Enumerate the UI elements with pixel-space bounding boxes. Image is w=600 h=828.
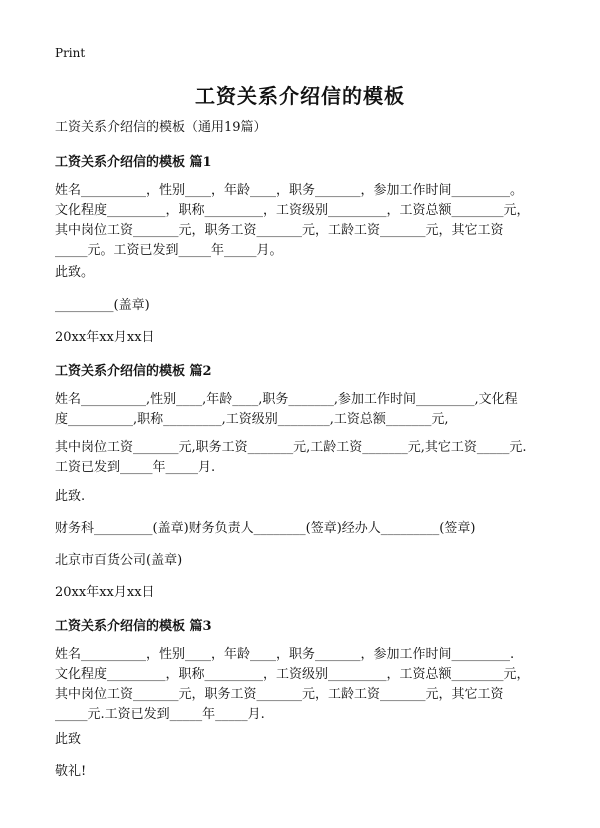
- section-3-regards: 敬礼!: [55, 764, 87, 779]
- section-1-line-1: 姓名__________，性别____，年龄____，职务_______，参加工作时间_________。: [55, 183, 524, 198]
- section-2-body-2: [55, 438, 555, 478]
- section-2-date: 20xx年xx月xx日: [55, 585, 155, 600]
- section-1-line-4: _____元。工资已发到_____年_____月。: [55, 243, 283, 258]
- section-2-closing: 此致.: [55, 489, 86, 504]
- section-2-line-4: 工资已发到_____年_____月.: [55, 460, 216, 475]
- section-3-closing: 此致: [55, 732, 82, 747]
- section-3-body: [55, 645, 555, 725]
- section-1-closing: 此致。: [55, 265, 95, 280]
- section-1-body: [55, 181, 555, 261]
- section-1-date: 20xx年xx月xx日: [55, 330, 155, 345]
- section-2-signatures: 财务科_________(盖章)财务负责人________(签章)经办人_________(签章): [55, 521, 476, 536]
- section-2-line-3: 其中岗位工资_______元,职务工资_______元,工龄工资_______元,其它工资_____元.: [55, 440, 527, 455]
- section-2-body: [55, 390, 555, 430]
- subtitle: 工资关系介绍信的模板（通用19篇）: [55, 120, 267, 135]
- section-3-line-2: 文化程度_________，职称_________，工资级别_________，工资总额________元，: [55, 667, 530, 682]
- section-3-line-3: 其中岗位工资_______元，职务工资_______元，工龄工资_______元，其它工资: [55, 687, 504, 702]
- section-1-line-2: 文化程度_________，职称_________，工资级别_________，工资总额________元，: [55, 203, 530, 218]
- section-2-org: 北京市百货公司(盖章): [55, 553, 183, 568]
- section-2-line-1: 姓名__________,性别____,年龄____,职务_______,参加工作时间_________,文化程: [55, 392, 518, 407]
- section-1-heading: 工资关系介绍信的模板 篇1: [55, 155, 212, 170]
- section-2-line-2: 度__________,职称_________,工资级别________,工资总额_______元,: [55, 412, 449, 427]
- section-1-line-3: 其中岗位工资_______元，职务工资_______元，工龄工资_______元，其它工资: [55, 223, 504, 238]
- section-3-heading: 工资关系介绍信的模板 篇3: [55, 619, 212, 634]
- section-3-line-1: 姓名__________，性别____，年龄____，职务_______，参加工作时间_________.: [55, 647, 515, 662]
- section-2-heading: 工资关系介绍信的模板 篇2: [55, 364, 212, 379]
- section-3-line-4: _____元.工资已发到_____年_____月.: [55, 707, 265, 722]
- print-label[interactable]: Print: [55, 46, 86, 60]
- page-title: 工资关系介绍信的模板: [195, 84, 405, 108]
- section-1-seal: _________(盖章): [55, 298, 150, 313]
